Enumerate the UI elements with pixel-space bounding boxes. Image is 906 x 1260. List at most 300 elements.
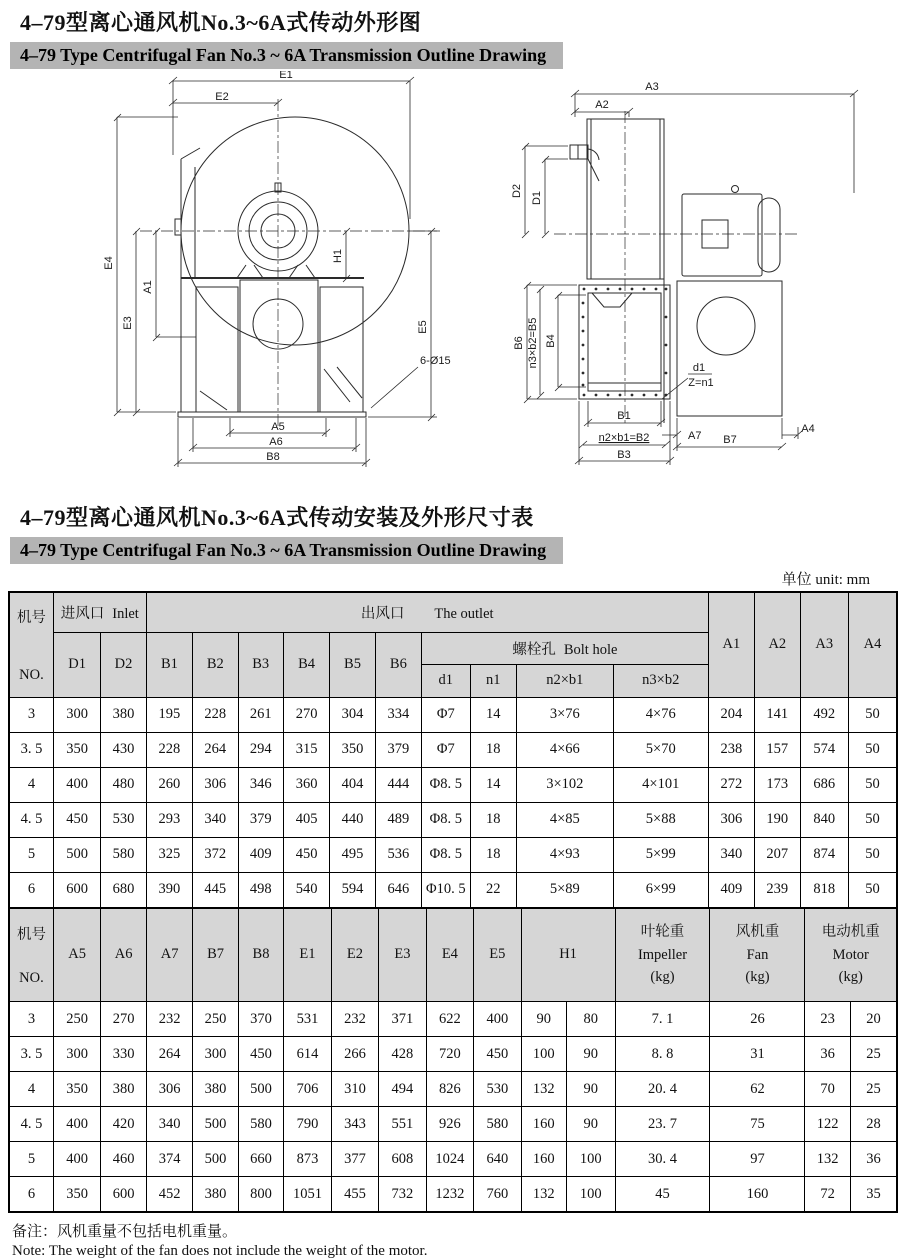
table-cell: 379 bbox=[375, 732, 421, 767]
table-cell: 405 bbox=[283, 802, 329, 837]
table-cell: 22 bbox=[470, 872, 516, 908]
table-cell: 343 bbox=[331, 1107, 378, 1142]
table-cell: 5×70 bbox=[613, 732, 708, 767]
table-cell: 4. 5 bbox=[9, 1107, 53, 1142]
table-cell: 4. 5 bbox=[9, 802, 53, 837]
table-cell: 340 bbox=[146, 1107, 192, 1142]
table2-body bbox=[9, 1002, 897, 1213]
table-cell: 132 bbox=[521, 1072, 566, 1107]
table-cell: 3. 5 bbox=[9, 732, 53, 767]
table-cell: 300 bbox=[53, 697, 100, 732]
table-cell: 72 bbox=[805, 1177, 850, 1213]
table-cell: 440 bbox=[330, 802, 375, 837]
table-cell: 36 bbox=[805, 1037, 850, 1072]
table-cell: 6 bbox=[9, 872, 53, 908]
no-label-cn: 机号 bbox=[16, 926, 46, 943]
table-cell: 404 bbox=[330, 767, 375, 802]
table-cell: 400 bbox=[53, 1142, 100, 1177]
table-cell: 90 bbox=[567, 1072, 616, 1107]
dimension-table-upper bbox=[8, 591, 898, 909]
table-cell: 450 bbox=[283, 837, 329, 872]
table-cell: 760 bbox=[474, 1177, 521, 1213]
table-cell: 90 bbox=[567, 1037, 616, 1072]
dim-label-e3: E3 bbox=[122, 316, 134, 330]
motor-label-unit: (kg) bbox=[838, 968, 863, 985]
table-cell: 371 bbox=[379, 1002, 426, 1037]
flange-bolt-dots bbox=[582, 288, 668, 397]
table-cell: 600 bbox=[101, 1177, 146, 1213]
table-cell: 4×101 bbox=[613, 767, 708, 802]
bolt-label-en: Bolt hole bbox=[563, 641, 618, 658]
fan-side-geometry bbox=[554, 111, 800, 423]
table-cell: 26 bbox=[710, 1002, 805, 1037]
table-cell: 195 bbox=[146, 697, 192, 732]
table-cell: 5 bbox=[9, 837, 53, 872]
table-cell: 536 bbox=[375, 837, 421, 872]
table-cell: 132 bbox=[521, 1177, 566, 1213]
table-cell: 157 bbox=[755, 732, 800, 767]
table-cell: 306 bbox=[708, 802, 754, 837]
col-header-a4: A4 bbox=[848, 592, 897, 697]
col-header-e2: E2 bbox=[331, 908, 378, 1002]
header-row-1 bbox=[9, 592, 897, 632]
fan-label-en: Fan bbox=[746, 946, 769, 963]
table-cell: 261 bbox=[238, 697, 283, 732]
table-cell: 272 bbox=[708, 767, 754, 802]
table-cell: 580 bbox=[238, 1107, 283, 1142]
table-cell: 531 bbox=[284, 1002, 331, 1037]
table-cell: 293 bbox=[146, 802, 192, 837]
dim-label-n2b1-b2: n2×b1=B2 bbox=[598, 432, 650, 444]
col-header-impeller bbox=[615, 908, 710, 1002]
table-cell: 608 bbox=[379, 1142, 426, 1177]
table-cell: 1051 bbox=[284, 1177, 331, 1213]
table-cell: 380 bbox=[193, 1177, 238, 1213]
table-cell: 300 bbox=[53, 1037, 100, 1072]
table-cell: 540 bbox=[283, 872, 329, 908]
table-cell: 551 bbox=[379, 1107, 426, 1142]
table-cell: 23. 7 bbox=[615, 1107, 710, 1142]
table-cell: 18 bbox=[470, 802, 516, 837]
table-cell: 232 bbox=[146, 1002, 192, 1037]
table-cell: 190 bbox=[755, 802, 800, 837]
col-header-b2: B2 bbox=[193, 632, 238, 697]
table-cell: 622 bbox=[426, 1002, 473, 1037]
table-row bbox=[9, 1072, 897, 1107]
fan-label-unit: (kg) bbox=[745, 968, 770, 985]
table-cell: 90 bbox=[521, 1002, 566, 1037]
callout-z-n1: Z=n1 bbox=[688, 377, 714, 389]
table-cell: 444 bbox=[375, 767, 421, 802]
dim-label-b6: B6 bbox=[513, 336, 525, 350]
table-cell: 379 bbox=[238, 802, 283, 837]
table-cell: 409 bbox=[708, 872, 754, 908]
table-cell: 400 bbox=[474, 1002, 521, 1037]
table-cell: 409 bbox=[238, 837, 283, 872]
table-cell: 377 bbox=[331, 1142, 378, 1177]
table-cell: 270 bbox=[101, 1002, 146, 1037]
table-cell: 428 bbox=[379, 1037, 426, 1072]
table-cell: 340 bbox=[193, 802, 238, 837]
table-cell: 500 bbox=[238, 1072, 283, 1107]
side-view-dimensions bbox=[511, 81, 858, 465]
dim-label-a1: A1 bbox=[142, 280, 154, 294]
motor-label-cn: 电动机重 bbox=[821, 924, 880, 941]
table-cell: 686 bbox=[800, 767, 848, 802]
table-cell: 640 bbox=[474, 1142, 521, 1177]
table-cell: 90 bbox=[567, 1107, 616, 1142]
table-cell: 25 bbox=[850, 1072, 897, 1107]
table-cell: 380 bbox=[193, 1072, 238, 1107]
table-cell: 452 bbox=[146, 1177, 192, 1213]
table-cell: Φ10. 5 bbox=[422, 872, 470, 908]
table-cell: 70 bbox=[805, 1072, 850, 1107]
table-cell: 4×93 bbox=[516, 837, 613, 872]
table-cell: 250 bbox=[193, 1002, 238, 1037]
table-cell: 580 bbox=[101, 837, 146, 872]
dim-label-a7: A7 bbox=[688, 430, 702, 442]
table-cell: 380 bbox=[101, 1072, 146, 1107]
col-header-b4: B4 bbox=[283, 632, 329, 697]
table-row bbox=[9, 1177, 897, 1213]
table-cell: 6 bbox=[9, 1177, 53, 1213]
table-cell: 4×76 bbox=[613, 697, 708, 732]
table-cell: 160 bbox=[521, 1142, 566, 1177]
table-cell: 706 bbox=[284, 1072, 331, 1107]
dim-label-h1: H1 bbox=[332, 248, 344, 264]
table-cell: 50 bbox=[848, 732, 897, 767]
table1-body bbox=[9, 697, 897, 908]
table-cell: 374 bbox=[146, 1142, 192, 1177]
table-cell: 50 bbox=[848, 802, 897, 837]
col-header-motor-weight bbox=[805, 908, 897, 1002]
col-header-e5: E5 bbox=[474, 908, 521, 1002]
table-cell: 232 bbox=[331, 1002, 378, 1037]
dim-label-e2: E2 bbox=[215, 91, 229, 103]
table-cell: 325 bbox=[146, 837, 192, 872]
table-cell: 160 bbox=[521, 1107, 566, 1142]
col-header-no bbox=[9, 592, 53, 697]
table-cell: 500 bbox=[193, 1107, 238, 1142]
table-cell: 20 bbox=[850, 1002, 897, 1037]
table-row bbox=[9, 732, 897, 767]
table-cell: 250 bbox=[53, 1002, 100, 1037]
table-cell: 874 bbox=[800, 837, 848, 872]
unit-label: 单位 unit: mm bbox=[781, 572, 870, 588]
table-cell: 80 bbox=[567, 1002, 616, 1037]
table-cell: 450 bbox=[53, 802, 100, 837]
no-label-cn: 机号 bbox=[16, 609, 46, 626]
table-cell: 460 bbox=[101, 1142, 146, 1177]
section1-title-en-bar: 4–79 Type Centrifugal Fan No.3 ~ 6A Transmission Outline Drawing bbox=[10, 42, 563, 69]
table-cell: 4 bbox=[9, 1072, 53, 1107]
table-cell: 100 bbox=[567, 1142, 616, 1177]
col-header-b8: B8 bbox=[238, 908, 283, 1002]
col-header-b7: B7 bbox=[193, 908, 238, 1002]
note-cn: 备注：风机重量不包括电机重量。 bbox=[12, 1224, 238, 1240]
table-cell: 400 bbox=[53, 1107, 100, 1142]
table-cell: 350 bbox=[53, 732, 100, 767]
table-cell: 420 bbox=[101, 1107, 146, 1142]
front-view-dimensions bbox=[103, 71, 451, 467]
table-cell: 400 bbox=[53, 767, 100, 802]
table-cell: 270 bbox=[283, 697, 329, 732]
table-cell: 926 bbox=[426, 1107, 473, 1142]
table-cell: 800 bbox=[238, 1177, 283, 1213]
table-cell: 500 bbox=[193, 1142, 238, 1177]
table-cell: 732 bbox=[379, 1177, 426, 1213]
no-label-en: NO. bbox=[19, 666, 44, 683]
no-label-en: NO. bbox=[19, 969, 44, 986]
col-header-e1: E1 bbox=[284, 908, 331, 1002]
table-cell: 480 bbox=[101, 767, 146, 802]
table-cell: 100 bbox=[567, 1177, 616, 1213]
table-row bbox=[9, 1037, 897, 1072]
table-cell: 489 bbox=[375, 802, 421, 837]
table-cell: 100 bbox=[521, 1037, 566, 1072]
header-row bbox=[9, 908, 897, 1002]
table-cell: 160 bbox=[710, 1177, 805, 1213]
section2-title-en-bar: 4–79 Type Centrifugal Fan No.3 ~ 6A Transmission Outline Drawing bbox=[10, 537, 563, 564]
dim-label-a6: A6 bbox=[269, 436, 283, 448]
col-header-d1-hole: d1 bbox=[422, 664, 470, 697]
impeller-label-unit: (kg) bbox=[650, 968, 675, 985]
table-cell: 141 bbox=[755, 697, 800, 732]
table-cell: 315 bbox=[283, 732, 329, 767]
table-cell: 36 bbox=[850, 1142, 897, 1177]
table-cell: 18 bbox=[470, 732, 516, 767]
table-cell: 3×102 bbox=[516, 767, 613, 802]
table-cell: 306 bbox=[146, 1072, 192, 1107]
table-cell: 8. 8 bbox=[615, 1037, 710, 1072]
table-cell: 207 bbox=[755, 837, 800, 872]
table-row bbox=[9, 872, 897, 908]
table-cell: 264 bbox=[193, 732, 238, 767]
table-cell: 4×66 bbox=[516, 732, 613, 767]
col-header-d2: D2 bbox=[101, 632, 146, 697]
table-cell: 5×99 bbox=[613, 837, 708, 872]
table-cell: 300 bbox=[193, 1037, 238, 1072]
fan-label-cn: 风机重 bbox=[735, 924, 780, 941]
table-cell: 31 bbox=[710, 1037, 805, 1072]
footnotes bbox=[12, 1220, 906, 1260]
table-cell: 720 bbox=[426, 1037, 473, 1072]
col-group-inlet bbox=[53, 592, 146, 632]
table-cell: Φ7 bbox=[422, 732, 470, 767]
table-cell: 340 bbox=[708, 837, 754, 872]
col-header-a3: A3 bbox=[800, 592, 848, 697]
col-header-b3: B3 bbox=[238, 632, 283, 697]
table-cell: 5 bbox=[9, 1142, 53, 1177]
dim-label-b8: B8 bbox=[266, 451, 280, 463]
table-cell: 498 bbox=[238, 872, 283, 908]
dim-label-a2: A2 bbox=[595, 99, 609, 111]
table-cell: 350 bbox=[53, 1072, 100, 1107]
outlet-label-en: The outlet bbox=[434, 605, 494, 622]
dim-label-e5: E5 bbox=[417, 320, 429, 334]
table-cell: 7. 1 bbox=[615, 1002, 710, 1037]
dim-label-b7: B7 bbox=[723, 434, 737, 446]
table-cell: 50 bbox=[848, 872, 897, 908]
table-cell: 30. 4 bbox=[615, 1142, 710, 1177]
table-cell: 62 bbox=[710, 1072, 805, 1107]
table-cell: 334 bbox=[375, 697, 421, 732]
table-cell: 3 bbox=[9, 697, 53, 732]
table-cell: 97 bbox=[710, 1142, 805, 1177]
table-cell: 530 bbox=[474, 1072, 521, 1107]
table-row bbox=[9, 697, 897, 732]
col-header-a7: A7 bbox=[146, 908, 192, 1002]
table-cell: 238 bbox=[708, 732, 754, 767]
dimension-table-lower bbox=[8, 907, 898, 1214]
table-cell: 6×99 bbox=[613, 872, 708, 908]
dim-label-a4: A4 bbox=[801, 423, 815, 435]
table-cell: 380 bbox=[101, 697, 146, 732]
col-header-a2: A2 bbox=[755, 592, 800, 697]
dim-label-e4: E4 bbox=[103, 256, 115, 270]
table-cell: 3×76 bbox=[516, 697, 613, 732]
table-cell: 450 bbox=[474, 1037, 521, 1072]
col-header-n1: n1 bbox=[470, 664, 516, 697]
table-cell: 122 bbox=[805, 1107, 850, 1142]
table-cell: 50 bbox=[848, 767, 897, 802]
col-header-no bbox=[9, 908, 53, 1002]
table-row bbox=[9, 802, 897, 837]
table-cell: 455 bbox=[331, 1177, 378, 1213]
table-cell: 445 bbox=[193, 872, 238, 908]
table-cell: 600 bbox=[53, 872, 100, 908]
table-cell: 14 bbox=[470, 767, 516, 802]
table-cell: 5×89 bbox=[516, 872, 613, 908]
dim-label-a5: A5 bbox=[271, 421, 285, 433]
table-cell: 614 bbox=[284, 1037, 331, 1072]
col-header-d1: D1 bbox=[53, 632, 100, 697]
table-cell: 28 bbox=[850, 1107, 897, 1142]
table-cell: Φ8. 5 bbox=[422, 802, 470, 837]
table-cell: 1024 bbox=[426, 1142, 473, 1177]
table-cell: 25 bbox=[850, 1037, 897, 1072]
table-cell: Φ8. 5 bbox=[422, 767, 470, 802]
table-cell: 50 bbox=[848, 837, 897, 872]
table-cell: 204 bbox=[708, 697, 754, 732]
table-cell: 360 bbox=[283, 767, 329, 802]
table-cell: 660 bbox=[238, 1142, 283, 1177]
callout-d1: d1 bbox=[692, 362, 706, 374]
section2-title-cn: 4–79型离心通风机No.3~6A式传动安装及外形尺寸表 bbox=[20, 505, 534, 530]
table-row bbox=[9, 1002, 897, 1037]
table-cell: 3 bbox=[9, 1002, 53, 1037]
outline-drawings bbox=[0, 71, 906, 495]
table-cell: 790 bbox=[284, 1107, 331, 1142]
col-header-b6: B6 bbox=[375, 632, 421, 697]
table-cell: 495 bbox=[330, 837, 375, 872]
table-cell: 45 bbox=[615, 1177, 710, 1213]
front-view-drawing bbox=[88, 71, 498, 491]
col-header-n2b1: n2×b1 bbox=[516, 664, 613, 697]
table-cell: 840 bbox=[800, 802, 848, 837]
motor-label-en: Motor bbox=[832, 946, 869, 963]
table-row bbox=[9, 1142, 897, 1177]
table-cell: 266 bbox=[331, 1037, 378, 1072]
col-header-e4: E4 bbox=[426, 908, 473, 1002]
dim-label-e1: E1 bbox=[279, 71, 293, 81]
col-header-e3: E3 bbox=[379, 908, 426, 1002]
col-header-a5: A5 bbox=[53, 908, 100, 1002]
dim-label-n3b2-b5: n3×b2=B5 bbox=[527, 317, 539, 369]
table-cell: 594 bbox=[330, 872, 375, 908]
table-cell: 228 bbox=[193, 697, 238, 732]
table-cell: 580 bbox=[474, 1107, 521, 1142]
table-cell: 20. 4 bbox=[615, 1072, 710, 1107]
table-cell: 350 bbox=[330, 732, 375, 767]
side-view-drawing bbox=[502, 71, 902, 491]
table-cell: 35 bbox=[850, 1177, 897, 1213]
dim-label-d2: D2 bbox=[511, 183, 523, 199]
fan-front-geometry bbox=[140, 99, 440, 429]
table-cell: 3. 5 bbox=[9, 1037, 53, 1072]
table-row bbox=[9, 1107, 897, 1142]
inlet-label-cn: 进风口 bbox=[60, 605, 105, 622]
table-cell: 304 bbox=[330, 697, 375, 732]
table-cell: 306 bbox=[193, 767, 238, 802]
dim-label-b4: B4 bbox=[545, 334, 557, 348]
table-cell: 494 bbox=[379, 1072, 426, 1107]
table-cell: 4 bbox=[9, 767, 53, 802]
col-group-bolt-hole bbox=[422, 632, 709, 664]
table-cell: 530 bbox=[101, 802, 146, 837]
dim-label-b1: B1 bbox=[617, 410, 631, 422]
note-en: Note: The weight of the fan does not include the weight of the motor. bbox=[12, 1243, 428, 1259]
col-header-n3b2: n3×b2 bbox=[613, 664, 708, 697]
table-cell: 18 bbox=[470, 837, 516, 872]
col-header-fan-weight bbox=[710, 908, 805, 1002]
col-header-a6: A6 bbox=[101, 908, 146, 1002]
section1-title-cn: 4–79型离心通风机No.3~6A式传动外形图 bbox=[20, 10, 422, 35]
table-cell: 680 bbox=[101, 872, 146, 908]
table-cell: 294 bbox=[238, 732, 283, 767]
dim-label-d1: D1 bbox=[531, 190, 543, 206]
outlet-label-cn: 出风口 bbox=[360, 605, 405, 622]
table-cell: 646 bbox=[375, 872, 421, 908]
table-cell: 14 bbox=[470, 697, 516, 732]
impeller-label-en: Impeller bbox=[637, 946, 688, 963]
col-group-outlet bbox=[146, 592, 708, 632]
table-cell: 264 bbox=[146, 1037, 192, 1072]
col-header-b5: B5 bbox=[330, 632, 375, 697]
table-cell: 23 bbox=[805, 1002, 850, 1037]
table-cell: 132 bbox=[805, 1142, 850, 1177]
col-header-h1: H1 bbox=[521, 908, 615, 1002]
table-cell: 1232 bbox=[426, 1177, 473, 1213]
inlet-label-en: Inlet bbox=[112, 605, 139, 622]
table-cell: 390 bbox=[146, 872, 192, 908]
table-cell: 5×88 bbox=[613, 802, 708, 837]
table-cell: 873 bbox=[284, 1142, 331, 1177]
col-header-a1: A1 bbox=[708, 592, 754, 697]
table-cell: 75 bbox=[710, 1107, 805, 1142]
table-cell: 350 bbox=[53, 1177, 100, 1213]
table-cell: 574 bbox=[800, 732, 848, 767]
bolt-hole-callout: 6-Ø15 bbox=[420, 355, 451, 367]
table-cell: 500 bbox=[53, 837, 100, 872]
table-cell: 330 bbox=[101, 1037, 146, 1072]
col-header-b1: B1 bbox=[146, 632, 192, 697]
table-cell: 50 bbox=[848, 697, 897, 732]
table-cell: Φ8. 5 bbox=[422, 837, 470, 872]
table-row bbox=[9, 767, 897, 802]
table-cell: 228 bbox=[146, 732, 192, 767]
table-cell: 430 bbox=[101, 732, 146, 767]
